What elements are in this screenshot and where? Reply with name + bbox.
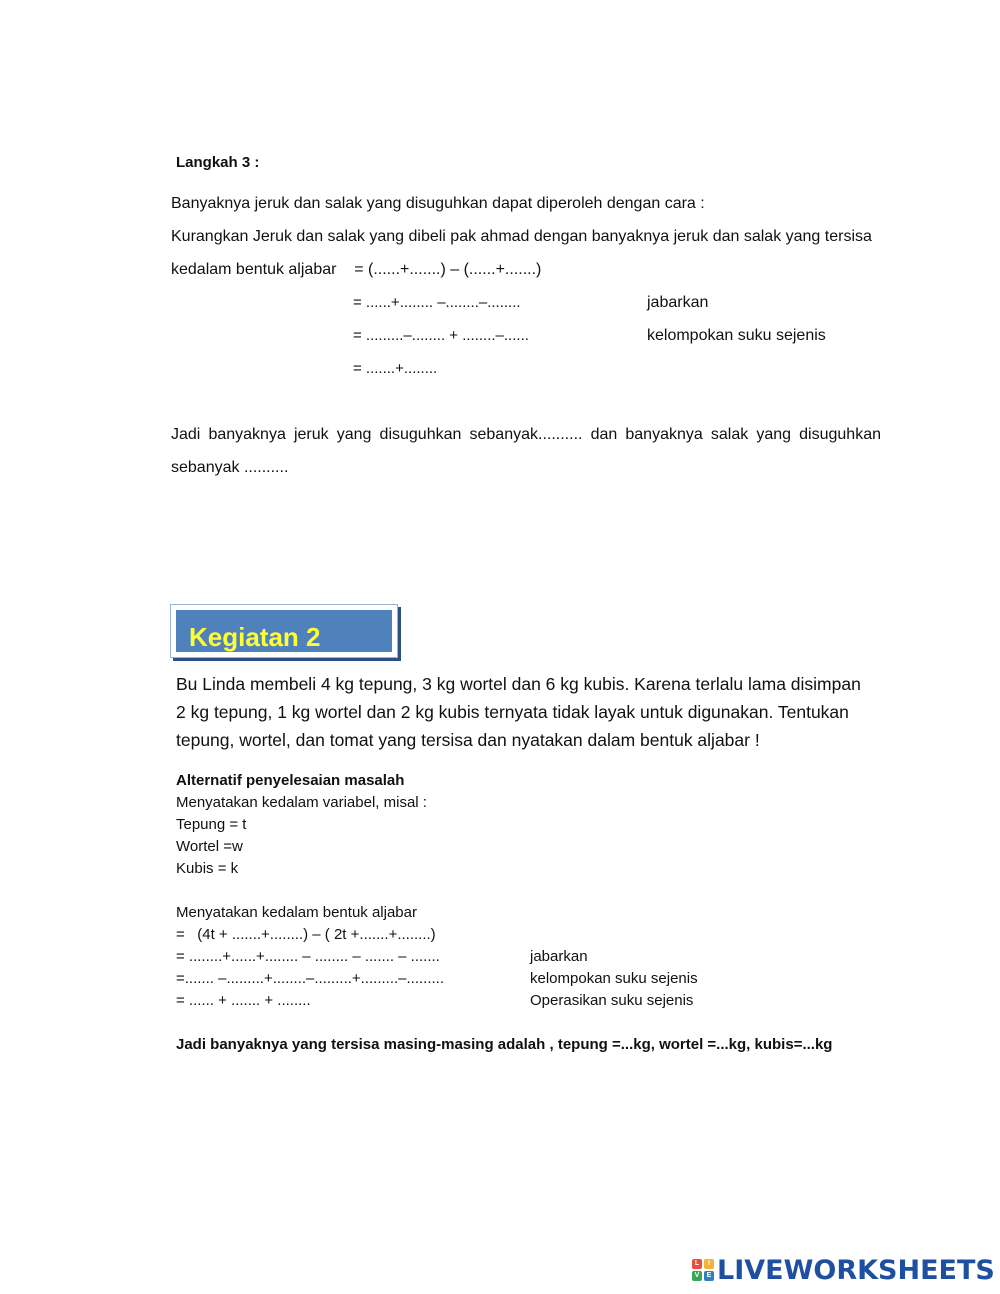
problem-line: 2 kg tepung, 1 kg wortel dan 2 kg kubis ternyata tidak layak untuk digunakan. Tentukan (176, 702, 849, 722)
paragraph-line: Kurangkan Jeruk dan salak yang dibeli pak ahmad dengan banyaknya jeruk dan salak yang tersisa (171, 228, 872, 245)
final-answer: Jadi banyaknya yang tersisa masing-masing adalah , tepung =...kg, wortel =...kg, kubis=...kg (176, 1036, 833, 1053)
logo-letter: L (692, 1259, 702, 1269)
algebra-step: = ........+......+........ – ........ – ....... – ....... (176, 948, 440, 965)
activity-banner (170, 604, 398, 658)
variables-intro: Menyatakan kedalam variabel, misal : (176, 794, 427, 811)
brand-name: LIVEWORKSHEETS (717, 1254, 995, 1286)
solution-heading: Alternatif penyelesaian masalah (176, 772, 405, 789)
algebra-intro: Menyatakan kedalam bentuk aljabar (176, 904, 417, 921)
paragraph-line: kedalam bentuk aljabar = (......+.......) – (......+.......) (171, 261, 542, 278)
logo-icon (692, 1259, 714, 1281)
algebra-step: = .........–........ + ........–...... (353, 327, 529, 344)
logo-letter: I (704, 1259, 714, 1269)
conclusion-line: Jadi banyaknya jeruk yang disuguhkan sebanyak.......... dan banyaknya salak yang disuguhkan (171, 426, 881, 443)
logo-letter: E (704, 1271, 714, 1281)
liveworksheets-logo[interactable] (692, 1254, 995, 1286)
activity-title: Kegiatan 2 (189, 622, 321, 652)
step-note: jabarkan (530, 948, 588, 965)
step-note: kelompokan suku sejenis (647, 327, 826, 344)
section-heading: Langkah 3 : (176, 154, 260, 171)
step-note: Operasikan suku sejenis (530, 992, 694, 1009)
paragraph-line: Banyaknya jeruk dan salak yang disuguhkan dapat diperoleh dengan cara : (171, 195, 705, 212)
variable-definition: Tepung = t (176, 816, 247, 833)
variable-definition: Wortel =w (176, 838, 243, 855)
step-note: kelompokan suku sejenis (530, 970, 698, 987)
step-note: jabarkan (647, 294, 709, 311)
algebra-step: =....... –.........+........–.........+.........–......... (176, 970, 445, 987)
logo-letter: V (692, 1271, 702, 1281)
algebra-step: = (4t + .......+........) – ( 2t +.......+........) (176, 926, 436, 943)
conclusion-line: sebanyak .......... (171, 459, 289, 476)
problem-line: tepung, wortel, dan tomat yang tersisa dan nyatakan dalam bentuk aljabar ! (176, 730, 760, 750)
problem-line: Bu Linda membeli 4 kg tepung, 3 kg wortel dan 6 kg kubis. Karena terlalu lama disimpan (176, 674, 861, 694)
activity-banner-fill (176, 610, 392, 652)
algebra-step: = ......+........ –........–........ (353, 294, 521, 311)
algebra-step: = .......+........ (353, 360, 438, 377)
algebra-step: = ...... + ....... + ........ (176, 992, 311, 1009)
variable-definition: Kubis = k (176, 860, 239, 877)
